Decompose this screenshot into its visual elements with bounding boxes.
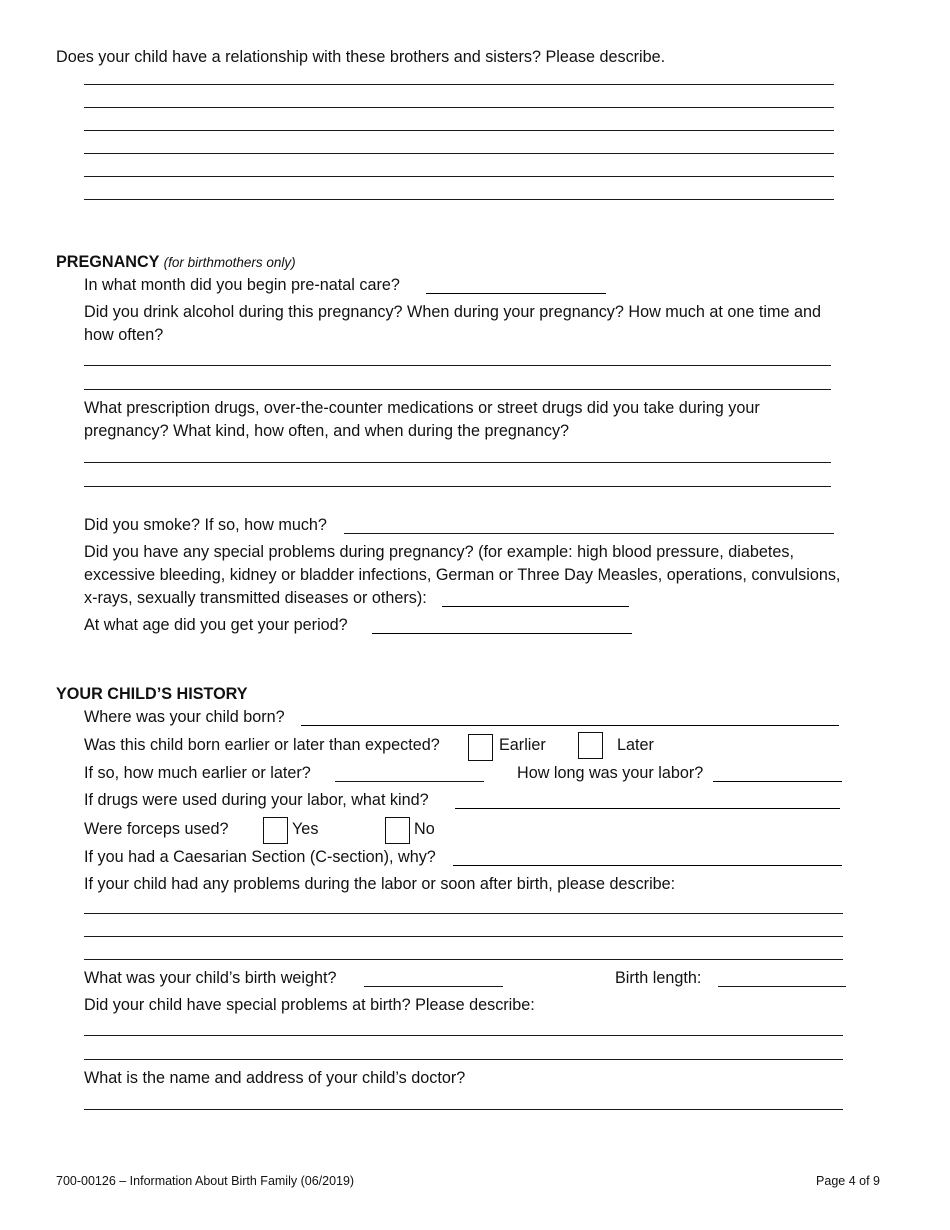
how-much-question: If so, how much earlier or later? [84, 764, 311, 782]
siblings-answer-line-2[interactable] [84, 107, 834, 108]
smoke-answer-line[interactable] [344, 533, 834, 534]
siblings-answer-line-4[interactable] [84, 153, 834, 154]
labor-problems-answer-line-3[interactable] [84, 959, 843, 960]
problems-question-line-2: excessive bleeding, kidney or bladder infections, German or Three Day Measles, operations, convulsions, [84, 566, 841, 584]
earlier-checkbox[interactable] [468, 734, 493, 761]
birth-problems-question: Did your child have special problems at birth? Please describe: [84, 996, 535, 1014]
drugs-question-line-1: What prescription drugs, over-the-counter medications or street drugs did you take during your [84, 399, 760, 417]
period-answer-line[interactable] [372, 633, 632, 634]
prenatal-question: In what month did you begin pre-natal care? [84, 276, 400, 294]
problems-question-line-3: x-rays, sexually transmitted diseases or others): [84, 589, 427, 607]
problems-question-line-1: Did you have any special problems during pregnancy? (for example: high blood pressure, diabetes, [84, 543, 794, 561]
doctor-answer-line[interactable] [84, 1109, 843, 1110]
siblings-question: Does your child have a relationship with these brothers and sisters? Please describe. [56, 48, 666, 66]
pregnancy-heading: PREGNANCY (for birthmothers only) [56, 253, 296, 271]
labor-length-answer-line[interactable] [713, 781, 842, 782]
history-heading: YOUR CHILD’S HISTORY [56, 685, 248, 703]
siblings-answer-line-5[interactable] [84, 176, 834, 177]
problems-answer-line[interactable] [442, 606, 629, 607]
how-much-answer-line[interactable] [335, 781, 484, 782]
birth-length-question: Birth length: [615, 969, 702, 987]
forceps-no-checkbox[interactable] [385, 817, 410, 844]
labor-drugs-question: If drugs were used during your labor, what kind? [84, 791, 429, 809]
labor-problems-question: If your child had any problems during the labor or soon after birth, please describe: [84, 875, 676, 893]
born-timing-question: Was this child born earlier or later than expected? [84, 736, 440, 754]
siblings-answer-line-6[interactable] [84, 199, 834, 200]
forceps-question: Were forceps used? [84, 820, 229, 838]
drugs-answer-line-2[interactable] [84, 486, 831, 487]
forceps-yes-checkbox[interactable] [263, 817, 288, 844]
labor-problems-answer-line-1[interactable] [84, 913, 843, 914]
birth-problems-answer-line-2[interactable] [84, 1059, 843, 1060]
alcohol-answer-line-2[interactable] [84, 389, 831, 390]
labor-drugs-answer-line[interactable] [455, 808, 840, 809]
labor-length-question: How long was your labor? [517, 764, 704, 782]
alcohol-question-line-2: how often? [84, 326, 164, 344]
forceps-yes-label: Yes [292, 820, 319, 838]
csection-question: If you had a Caesarian Section (C-section), why? [84, 848, 436, 866]
birth-problems-answer-line-1[interactable] [84, 1035, 843, 1036]
footer-page-number: Page 4 of 9 [816, 1174, 880, 1188]
footer-form-id: 700-00126 – Information About Birth Family (06/2019) [56, 1174, 355, 1188]
born-where-question: Where was your child born? [84, 708, 285, 726]
labor-problems-answer-line-2[interactable] [84, 936, 843, 937]
csection-answer-line[interactable] [453, 865, 842, 866]
forceps-no-label: No [414, 820, 435, 838]
later-label: Later [617, 736, 654, 754]
birth-weight-question: What was your child’s birth weight? [84, 969, 337, 987]
later-checkbox[interactable] [578, 732, 603, 759]
smoke-question: Did you smoke? If so, how much? [84, 516, 327, 534]
birth-length-answer-line[interactable] [718, 986, 846, 987]
earlier-label: Earlier [499, 736, 546, 754]
siblings-answer-line-1[interactable] [84, 84, 834, 85]
drugs-answer-line-1[interactable] [84, 462, 831, 463]
alcohol-answer-line-1[interactable] [84, 365, 831, 366]
birth-weight-answer-line[interactable] [364, 986, 503, 987]
alcohol-question-line-1: Did you drink alcohol during this pregnancy? When during your pregnancy? How much at one time and [84, 303, 821, 321]
drugs-question-line-2: pregnancy? What kind, how often, and when during the pregnancy? [84, 422, 570, 440]
pregnancy-heading-note: (for birthmothers only) [163, 255, 296, 270]
siblings-answer-line-3[interactable] [84, 130, 834, 131]
born-where-answer-line[interactable] [301, 725, 839, 726]
doctor-question: What is the name and address of your child’s doctor? [84, 1069, 466, 1087]
period-question: At what age did you get your period? [84, 616, 348, 634]
prenatal-answer-line[interactable] [426, 293, 606, 294]
